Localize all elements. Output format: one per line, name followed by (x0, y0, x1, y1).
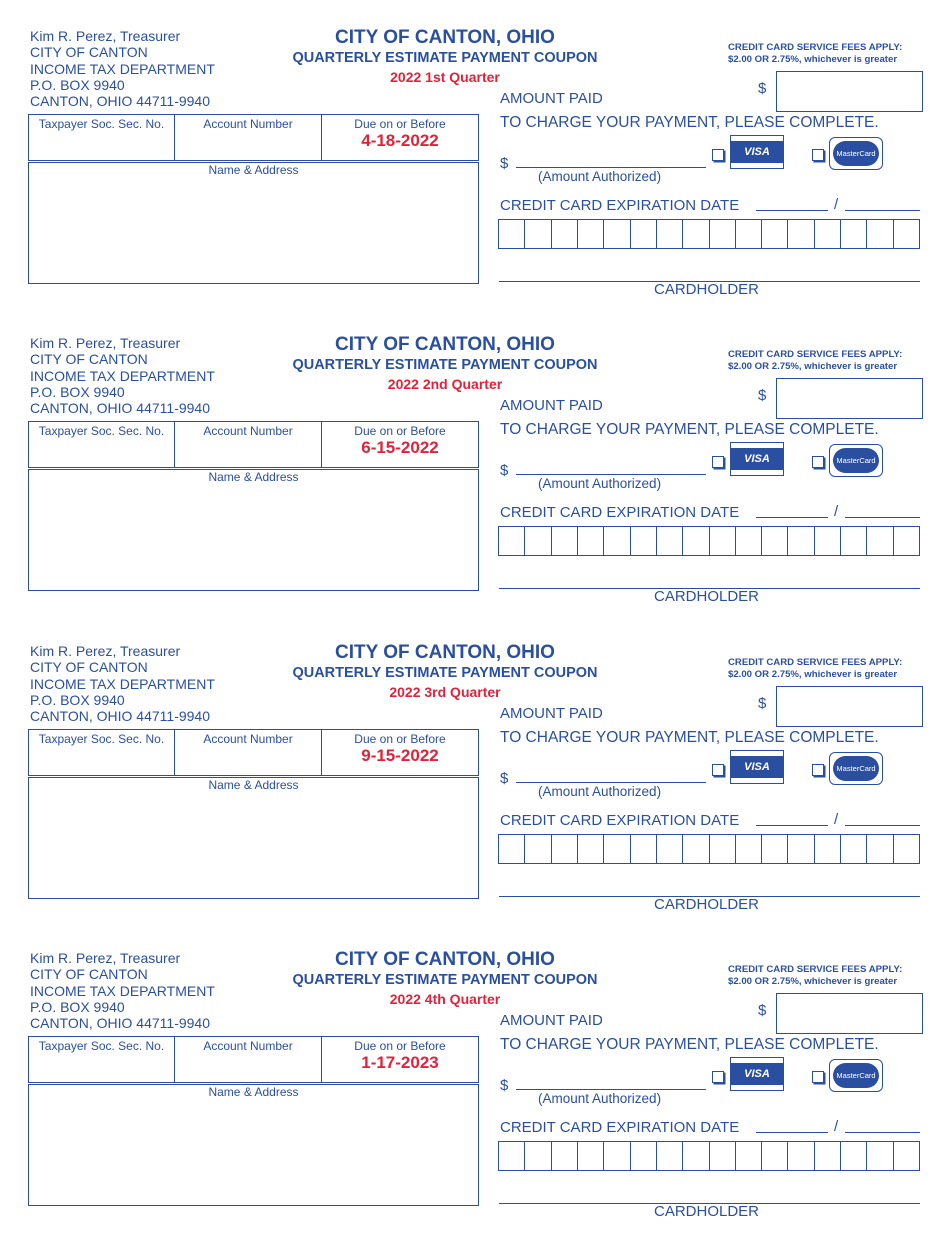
amount-authorized-label: (Amount Authorized) (538, 1091, 662, 1106)
card-digit-box[interactable] (762, 1142, 788, 1170)
treasurer-name: Kim R. Perez, Treasurer (30, 643, 181, 659)
ssn-field[interactable] (29, 730, 175, 775)
card-digit-box[interactable] (604, 835, 630, 863)
card-digit-box[interactable] (788, 1142, 814, 1170)
card-digit-box[interactable] (894, 220, 919, 248)
card-digit-box[interactable] (815, 220, 841, 248)
visa-logo-text: VISA (744, 761, 770, 773)
account-number-header: Account Number (203, 732, 293, 746)
due-date: 4-18-2022 (361, 131, 439, 150)
treasurer-name: Kim R. Perez, Treasurer (30, 335, 181, 351)
city-name: CITY OF CANTON (30, 44, 148, 61)
name-address-field[interactable] (28, 1084, 479, 1206)
card-digit-box[interactable] (499, 220, 525, 248)
cardholder-label: CARDHOLDER (654, 1203, 760, 1220)
mastercard-logo (829, 137, 883, 170)
card-digit-box[interactable] (578, 527, 604, 555)
expiration-month-field[interactable] (756, 825, 828, 826)
city-state-zip: CANTON, OHIO 44711-9940 (30, 93, 211, 110)
visa-checkbox[interactable] (712, 456, 724, 468)
service-fee-notice (728, 349, 902, 372)
card-digit-box[interactable] (762, 835, 788, 863)
visa-checkbox[interactable] (712, 764, 724, 776)
department-name: INCOME TAX DEPARTMENT (30, 60, 215, 77)
card-digit-box[interactable] (710, 1142, 736, 1170)
card-digit-box[interactable] (552, 527, 578, 555)
visa-checkbox[interactable] (712, 1071, 724, 1083)
quarter-label: 2022 1st Quarter (390, 69, 500, 85)
expiration-date-label: CREDIT CARD EXPIRATION DATE (500, 1119, 740, 1136)
card-digit-box[interactable] (710, 527, 736, 555)
ssn-header: Taxpayer Soc. Sec. No. (38, 732, 165, 746)
card-digit-box[interactable] (736, 1142, 762, 1170)
card-digit-box[interactable] (631, 1142, 657, 1170)
card-digit-box[interactable] (604, 1142, 630, 1170)
name-address-label: Name & Address (208, 163, 299, 177)
coupon-title: QUARTERLY ESTIMATE PAYMENT COUPON (292, 357, 598, 373)
due-date-cell (322, 730, 478, 775)
due-date: 1-17-2023 (361, 1053, 439, 1072)
card-digit-box[interactable] (552, 1142, 578, 1170)
expiration-year-field[interactable] (845, 210, 920, 211)
card-digit-box[interactable] (841, 835, 867, 863)
authorized-dollar-sign: $ (500, 462, 509, 479)
card-digit-box[interactable] (604, 527, 630, 555)
service-fee-notice (728, 657, 902, 680)
expiration-slash: / (834, 811, 839, 828)
expiration-year-field[interactable] (845, 1132, 920, 1133)
ssn-field[interactable] (29, 422, 175, 467)
card-digit-box[interactable] (578, 220, 604, 248)
visa-logo (731, 1058, 783, 1090)
card-digit-box[interactable] (552, 220, 578, 248)
expiration-date-label: CREDIT CARD EXPIRATION DATE (500, 812, 740, 829)
payment-coupon (0, 317, 950, 624)
mastercard-checkbox[interactable] (812, 764, 824, 776)
card-number-boxes (498, 1141, 920, 1171)
payment-coupon (0, 932, 950, 1239)
amount-paid-label: AMOUNT PAID (500, 397, 603, 414)
card-digit-box[interactable] (683, 220, 709, 248)
name-address-label: Name & Address (208, 470, 299, 484)
visa-logo-text: VISA (744, 146, 770, 158)
card-digit-box[interactable] (525, 835, 551, 863)
card-digit-box[interactable] (683, 835, 709, 863)
due-date-header: Due on or Before (354, 1039, 446, 1053)
amount-paid-field[interactable] (776, 686, 923, 727)
card-digit-box[interactable] (867, 220, 893, 248)
amount-paid-label: AMOUNT PAID (500, 1012, 603, 1029)
card-digit-box[interactable] (867, 1142, 893, 1170)
card-digit-box[interactable] (683, 1142, 709, 1170)
coupon-title: QUARTERLY ESTIMATE PAYMENT COUPON (292, 50, 598, 66)
mastercard-logo-text: MasterCard (833, 1063, 879, 1088)
city-title: CITY OF CANTON, OHIO (335, 642, 555, 663)
card-digit-box[interactable] (631, 835, 657, 863)
card-digit-box[interactable] (736, 527, 762, 555)
mastercard-logo (829, 1059, 883, 1092)
account-number-field[interactable] (175, 115, 322, 160)
card-digit-box[interactable] (867, 527, 893, 555)
authorized-dollar-sign: $ (500, 770, 509, 787)
card-digit-box[interactable] (894, 835, 919, 863)
account-number-header: Account Number (203, 424, 293, 438)
card-digit-box[interactable] (788, 835, 814, 863)
due-date-header: Due on or Before (354, 117, 446, 131)
due-date: 9-15-2022 (361, 746, 439, 765)
account-number-header: Account Number (203, 117, 293, 131)
city-state-zip: CANTON, OHIO 44711-9940 (30, 708, 211, 725)
due-date-header: Due on or Before (354, 424, 446, 438)
po-box: P.O. BOX 9940 (30, 691, 125, 708)
card-digit-box[interactable] (552, 835, 578, 863)
city-name: CITY OF CANTON (30, 659, 148, 676)
card-digit-box[interactable] (867, 835, 893, 863)
expiration-slash: / (834, 1118, 839, 1135)
amount-paid-field[interactable] (776, 71, 923, 112)
expiration-slash: / (834, 196, 839, 213)
department-name: INCOME TAX DEPARTMENT (30, 982, 215, 999)
treasurer-name: Kim R. Perez, Treasurer (30, 28, 181, 44)
mastercard-logo-text: MasterCard (833, 448, 879, 473)
city-title: CITY OF CANTON, OHIO (335, 27, 555, 48)
dollar-sign: $ (758, 1002, 767, 1019)
amount-authorized-field[interactable] (516, 474, 706, 475)
ssn-header: Taxpayer Soc. Sec. No. (38, 424, 165, 438)
city-name: CITY OF CANTON (30, 351, 148, 368)
charge-instruction: TO CHARGE YOUR PAYMENT, PLEASE COMPLETE. (500, 114, 879, 131)
service-fee-notice (728, 964, 902, 987)
quarter-label: 2022 2nd Quarter (387, 376, 503, 392)
due-date-cell (322, 422, 478, 467)
sender-address (30, 28, 215, 109)
card-digit-box[interactable] (762, 220, 788, 248)
city-state-zip: CANTON, OHIO 44711-9940 (30, 400, 211, 417)
amount-authorized-label: (Amount Authorized) (538, 169, 662, 184)
fee-notice-line2: $2.00 OR 2.75%, whichever is greater (728, 975, 898, 987)
dollar-sign: $ (758, 387, 767, 404)
amount-paid-label: AMOUNT PAID (500, 705, 603, 722)
amount-authorized-label: (Amount Authorized) (538, 784, 662, 799)
expiration-month-field[interactable] (756, 210, 828, 211)
expiration-year-field[interactable] (845, 517, 920, 518)
card-digit-box[interactable] (841, 220, 867, 248)
card-digit-box[interactable] (788, 527, 814, 555)
card-digit-box[interactable] (894, 1142, 919, 1170)
visa-logo (731, 443, 783, 475)
fee-notice-line1: CREDIT CARD SERVICE FEES APPLY: (728, 964, 903, 975)
payment-coupon (0, 625, 950, 932)
card-digit-box[interactable] (631, 220, 657, 248)
card-digit-box[interactable] (894, 527, 919, 555)
mastercard-checkbox[interactable] (812, 456, 824, 468)
due-date-cell (322, 1037, 478, 1082)
charge-instruction: TO CHARGE YOUR PAYMENT, PLEASE COMPLETE. (500, 729, 879, 746)
service-fee-notice (728, 42, 902, 65)
visa-logo-text: VISA (744, 453, 770, 465)
expiration-month-field[interactable] (756, 517, 828, 518)
fee-notice-line2: $2.00 OR 2.75%, whichever is greater (728, 360, 898, 372)
expiration-date-label: CREDIT CARD EXPIRATION DATE (500, 197, 740, 214)
account-number-field[interactable] (175, 1037, 322, 1082)
dollar-sign: $ (758, 695, 767, 712)
card-digit-box[interactable] (499, 1142, 525, 1170)
card-digit-box[interactable] (815, 835, 841, 863)
cardholder-label: CARDHOLDER (654, 281, 760, 298)
card-digit-box[interactable] (578, 835, 604, 863)
fee-notice-line1: CREDIT CARD SERVICE FEES APPLY: (728, 349, 903, 360)
visa-checkbox[interactable] (712, 149, 724, 161)
card-digit-box[interactable] (631, 527, 657, 555)
amount-authorized-field[interactable] (516, 782, 706, 783)
expiration-slash: / (834, 503, 839, 520)
account-number-header: Account Number (203, 1039, 293, 1053)
card-digit-box[interactable] (710, 220, 736, 248)
ssn-field[interactable] (29, 1037, 175, 1082)
card-number-boxes (498, 219, 920, 249)
card-digit-box[interactable] (736, 835, 762, 863)
account-number-field[interactable] (175, 730, 322, 775)
name-address-field[interactable] (28, 469, 479, 591)
charge-instruction: TO CHARGE YOUR PAYMENT, PLEASE COMPLETE. (500, 1036, 879, 1053)
fee-notice-line2: $2.00 OR 2.75%, whichever is greater (728, 668, 898, 680)
card-digit-box[interactable] (841, 1142, 867, 1170)
visa-logo (731, 751, 783, 783)
expiration-date-label: CREDIT CARD EXPIRATION DATE (500, 504, 740, 521)
card-digit-box[interactable] (657, 835, 683, 863)
card-digit-box[interactable] (736, 220, 762, 248)
authorized-dollar-sign: $ (500, 155, 509, 172)
card-number-boxes (498, 526, 920, 556)
due-date-cell (322, 115, 478, 160)
card-digit-box[interactable] (657, 1142, 683, 1170)
amount-paid-field[interactable] (776, 378, 923, 419)
amount-authorized-field[interactable] (516, 167, 706, 168)
quarter-label: 2022 4th Quarter (389, 991, 501, 1007)
fee-notice-line2: $2.00 OR 2.75%, whichever is greater (728, 53, 898, 65)
city-name: CITY OF CANTON (30, 966, 148, 983)
taxpayer-info-table (28, 1036, 479, 1083)
mastercard-logo (829, 752, 883, 785)
card-digit-box[interactable] (710, 835, 736, 863)
expiration-month-field[interactable] (756, 1132, 828, 1133)
card-digit-box[interactable] (841, 527, 867, 555)
amount-paid-label: AMOUNT PAID (500, 90, 603, 107)
po-box: P.O. BOX 9940 (30, 998, 125, 1015)
card-digit-box[interactable] (815, 1142, 841, 1170)
name-address-field[interactable] (28, 162, 479, 284)
taxpayer-info-table (28, 729, 479, 776)
sender-address (30, 950, 215, 1031)
account-number-field[interactable] (175, 422, 322, 467)
mastercard-logo (829, 444, 883, 477)
sender-address (30, 335, 215, 416)
card-digit-box[interactable] (657, 220, 683, 248)
taxpayer-info-table (28, 421, 479, 468)
ssn-header: Taxpayer Soc. Sec. No. (38, 117, 165, 131)
city-state-zip: CANTON, OHIO 44711-9940 (30, 1015, 211, 1032)
card-digit-box[interactable] (578, 1142, 604, 1170)
ssn-header: Taxpayer Soc. Sec. No. (38, 1039, 165, 1053)
card-digit-box[interactable] (788, 220, 814, 248)
po-box: P.O. BOX 9940 (30, 383, 125, 400)
card-digit-box[interactable] (499, 835, 525, 863)
dollar-sign: $ (758, 80, 767, 97)
quarter-label: 2022 3rd Quarter (389, 684, 501, 700)
visa-logo (731, 136, 783, 168)
card-digit-box[interactable] (525, 1142, 551, 1170)
department-name: INCOME TAX DEPARTMENT (30, 675, 215, 692)
due-date: 6-15-2022 (361, 438, 439, 457)
card-digit-box[interactable] (525, 527, 551, 555)
name-address-label: Name & Address (208, 778, 299, 792)
amount-authorized-label: (Amount Authorized) (538, 476, 662, 491)
visa-logo-text: VISA (744, 1068, 770, 1080)
charge-instruction: TO CHARGE YOUR PAYMENT, PLEASE COMPLETE. (500, 421, 879, 438)
city-title: CITY OF CANTON, OHIO (335, 334, 555, 355)
department-name: INCOME TAX DEPARTMENT (30, 367, 215, 384)
fee-notice-line1: CREDIT CARD SERVICE FEES APPLY: (728, 657, 903, 668)
fee-notice-line1: CREDIT CARD SERVICE FEES APPLY: (728, 42, 903, 53)
treasurer-name: Kim R. Perez, Treasurer (30, 950, 181, 966)
card-digit-box[interactable] (499, 527, 525, 555)
amount-paid-field[interactable] (776, 993, 923, 1034)
taxpayer-info-table (28, 114, 479, 161)
card-digit-box[interactable] (525, 220, 551, 248)
card-digit-box[interactable] (762, 527, 788, 555)
sender-address (30, 643, 215, 724)
card-digit-box[interactable] (683, 527, 709, 555)
card-number-boxes (498, 834, 920, 864)
ssn-field[interactable] (29, 115, 175, 160)
due-date-header: Due on or Before (354, 732, 446, 746)
name-address-field[interactable] (28, 777, 479, 899)
card-digit-box[interactable] (657, 527, 683, 555)
mastercard-logo-text: MasterCard (833, 756, 879, 781)
coupon-title: QUARTERLY ESTIMATE PAYMENT COUPON (292, 665, 598, 681)
name-address-label: Name & Address (208, 1085, 299, 1099)
expiration-year-field[interactable] (845, 825, 920, 826)
amount-authorized-field[interactable] (516, 1089, 706, 1090)
card-digit-box[interactable] (815, 527, 841, 555)
mastercard-checkbox[interactable] (812, 149, 824, 161)
cardholder-label: CARDHOLDER (654, 588, 760, 605)
mastercard-logo-text: MasterCard (833, 141, 879, 166)
mastercard-checkbox[interactable] (812, 1071, 824, 1083)
po-box: P.O. BOX 9940 (30, 76, 125, 93)
coupon-title: QUARTERLY ESTIMATE PAYMENT COUPON (292, 972, 598, 988)
city-title: CITY OF CANTON, OHIO (335, 949, 555, 970)
cardholder-label: CARDHOLDER (654, 896, 760, 913)
payment-coupon (0, 10, 950, 317)
card-digit-box[interactable] (604, 220, 630, 248)
authorized-dollar-sign: $ (500, 1077, 509, 1094)
